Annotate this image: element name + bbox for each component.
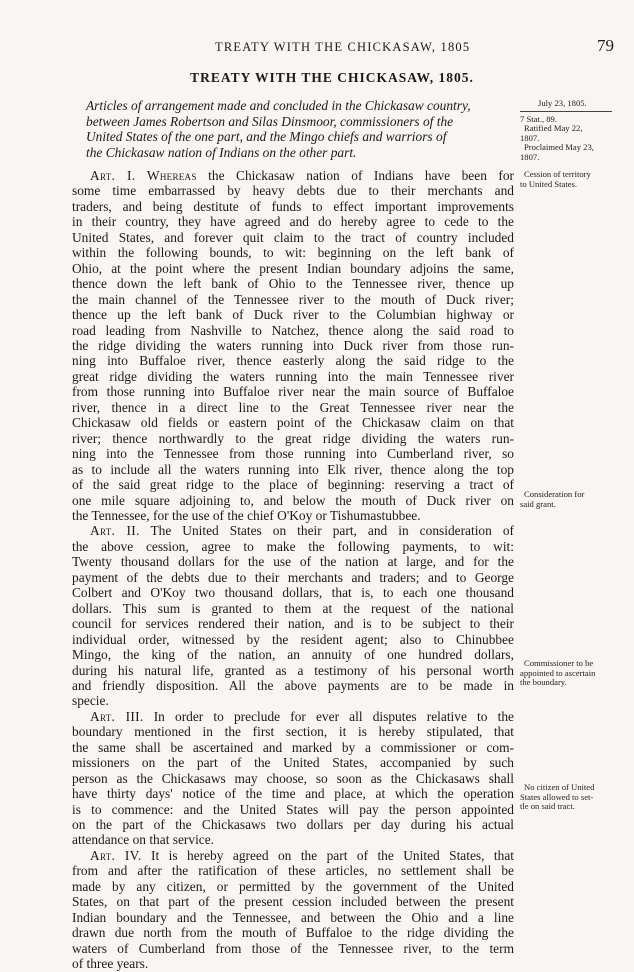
article-3-line: attendance on that service. — [72, 832, 215, 848]
margin-note-line: the boundary. — [520, 677, 567, 688]
article-2-line: the above cession, agree to make the following payments, to wit: — [72, 538, 514, 554]
margin-note-line: Consideration for — [524, 489, 585, 499]
article-1-line: in their country, they have agreed and do hereby agree to cede to the — [72, 214, 514, 230]
margin-note-cession — [520, 170, 616, 189]
article-1-line: road leading from Nashville to Natchez, thence along the said road to — [72, 322, 514, 338]
article-3-label: Art. III. — [90, 708, 144, 724]
article-4-line: Indian boundary and the Tennessee, and between the Ohio and a line — [72, 909, 514, 925]
article-4-label: Art. IV. — [90, 847, 142, 863]
article-2-line: payment of the debts due to their merchants and traders; and to George — [72, 569, 514, 585]
article-1-line: Chickasaw old fields or eastern point of the Chickasaw claim on that — [72, 415, 514, 431]
article-4-line: made by any citizen, or permitted by the government of the United — [72, 878, 514, 894]
margin-rule — [520, 111, 612, 112]
margin-note-line: said grant. — [520, 498, 556, 509]
margin-note-line: to United States. — [520, 178, 578, 189]
article-1-line: one mile square adjoining to, and below the mouth of Duck river on — [72, 492, 514, 508]
treaty-body — [72, 168, 514, 972]
article-1-line: some time embarrassed by heavy debts due to their merchants and — [72, 183, 514, 199]
article-2-line: Mingo, the king of the nation, an annuity of one hundred dollars, — [72, 647, 514, 663]
whereas-word: Whereas — [146, 168, 197, 183]
article-2 — [72, 523, 514, 708]
intro-line: Articles of arrangement made and concluded in the Chickasaw country, — [86, 98, 471, 113]
article-4-line: waters of Cumberland from those of the Tennessee river, to the term — [72, 940, 514, 956]
line-text: the Chickasaw nation of Indians have been for — [196, 168, 514, 183]
article-2-line: Twenty thousand dollars for the use of the nation at large, and for the — [72, 554, 514, 570]
article-1-line: thence up the left bank of Duck river to the Columbian highway or — [72, 307, 514, 323]
article-1-line: from those running into Buffaloe river near the main source of Buffaloe — [72, 384, 514, 400]
article-1-line: the Tennessee, for the use of the chief O'Koy or Tishumastubbee. — [72, 507, 421, 523]
article-3-line: missioners on the part of the United States, accompanied by such — [72, 755, 514, 771]
running-head — [0, 38, 634, 56]
article-2-line: individual order, witnessed by the resident agent; also to Chinubbee — [72, 631, 514, 647]
margin-note-no-citizen — [520, 783, 616, 812]
article-3-line: is to commence: and the United States will pay the person appointed — [72, 801, 514, 817]
article-1-line: traders, and being destitute of funds to effect important improvements — [72, 198, 514, 214]
article-3-line: boundary mentioned in the first section, it is hereby stipulated, that — [72, 724, 514, 740]
margin-note-line: States allowed to set- — [520, 791, 594, 802]
margin-note-line: Cession of territory — [524, 169, 591, 179]
article-1-line: of the said great ridge to the place of beginning: reserving a tract of — [72, 477, 514, 493]
margin-note-line: appointed to ascertain — [520, 667, 596, 678]
page-number: 79 — [597, 36, 614, 55]
margin-note-line: Commissioner to be — [524, 658, 594, 668]
line-text: In order to preclude for ever all disputes relative to the — [143, 708, 514, 724]
running-head-title: TREATY WITH THE CHICKASAW, 1805 — [215, 40, 471, 54]
line-text: It is hereby agreed on the part of the United States, that — [141, 847, 514, 863]
article-3-line — [72, 709, 514, 724]
margin-proclaimed-year: 1807. — [520, 151, 540, 162]
article-1-line: thence down the left bank of Ohio to the Tennessee river, thence up — [72, 276, 514, 292]
article-1-line: river; thence northwardly to the great ridge dividing the waters run- — [72, 430, 514, 446]
margin-proclaimed: Proclaimed May 23, — [524, 142, 594, 153]
article-1-line: the main channel of the Tennessee river to the mouth of Duck river; — [72, 291, 514, 307]
article-2-label: Art. II. — [90, 523, 140, 539]
margin-note-dates — [520, 99, 616, 163]
article-2-line: specie. — [72, 693, 109, 709]
article-1-line — [72, 168, 514, 183]
intro-line: between James Robertson and Silas Dinsmoor, commissioners of the — [86, 113, 454, 129]
article-2-line — [72, 523, 514, 538]
article-2-line: during his natural life, granted as a testimony of his personal worth — [72, 662, 514, 678]
article-4-line — [72, 848, 514, 863]
margin-ratified-year: 1807. — [520, 132, 540, 143]
article-4-line: from and after the ratification of these articles, no settlement shall be — [72, 863, 514, 879]
article-1-line: the ridge dividing the waters running into Duck river from those run- — [72, 337, 514, 353]
article-1-line: as to include all the waters running into Elk river, thence along the top — [72, 461, 514, 477]
article-4 — [72, 848, 514, 972]
article-1-line: Ohio, at the point where the present Indian boundary adjoins the same, — [72, 260, 514, 276]
line-text: The United States on their part, and in consideration of — [139, 523, 514, 539]
margin-ratified: Ratified May 22, — [524, 123, 583, 134]
article-1-label: Art. I. — [90, 168, 136, 183]
article-2-line: dollars. This sum is granted to them at the request of the national — [72, 600, 514, 616]
article-4-line: States, on that part of the present cession included between the present — [72, 894, 514, 910]
article-1 — [72, 168, 514, 523]
article-3-line: have thirty days' notice of the time and place, at which the operation — [72, 786, 514, 802]
margin-stat: 7 Stat., 89. — [520, 113, 558, 124]
article-1-line: ning into the Tennessee from those running into Cumberland river, so — [72, 446, 514, 462]
article-3 — [72, 709, 514, 848]
article-2-line: Colbert and O'Koy two thousand dollars, that is, to each one thousand — [72, 585, 514, 601]
article-4-line: of three years. — [72, 956, 149, 972]
margin-note-line: tle on said tract. — [520, 801, 575, 812]
intro-line: United States of the one part, and the Mingo chiefs and warriors of — [86, 129, 447, 144]
article-3-line: person as the Chickasaws may choose, so soon as the Chickasaws shall — [72, 770, 514, 786]
article-1-line: United States, and forever quit claim to the tract of country included — [72, 229, 514, 245]
article-1-line: great ridge dividing the waters running into the main Tennessee river — [72, 368, 514, 384]
article-2-line: and friendly disposition. All the above payments are to be made in — [72, 677, 514, 693]
article-1-line: ning into Buffaloe river, thence easterly along the said ridge to the — [72, 353, 514, 369]
intro-line: the Chickasaw nation of Indians on the other part. — [86, 144, 357, 160]
treaty-title: TREATY WITH THE CHICKASAW, 1805. — [190, 70, 474, 85]
margin-note-commissioner — [520, 659, 616, 688]
article-1-line: river, thence in a direct line to the Great Tennessee river near the — [72, 399, 514, 415]
margin-note-consideration — [520, 490, 616, 509]
intro-paragraph — [72, 98, 514, 160]
margin-date: July 23, 1805. — [538, 98, 587, 108]
margin-note-line: No citizen of United — [524, 782, 595, 792]
article-4-line: drawn due north from the mouth of Buffaloe to the ridge dividing the — [72, 925, 514, 941]
article-3-line: the same shall be ascertained and marked by a commissioner or com- — [72, 739, 514, 755]
article-3-line: on the part of the Chickasaws two dollars per day during his actual — [72, 817, 514, 833]
article-1-line: within the following bounds, to wit: beginning on the left bank of — [72, 245, 514, 261]
article-2-line: council for services rendered their nation, and is to be subject to their — [72, 616, 514, 632]
